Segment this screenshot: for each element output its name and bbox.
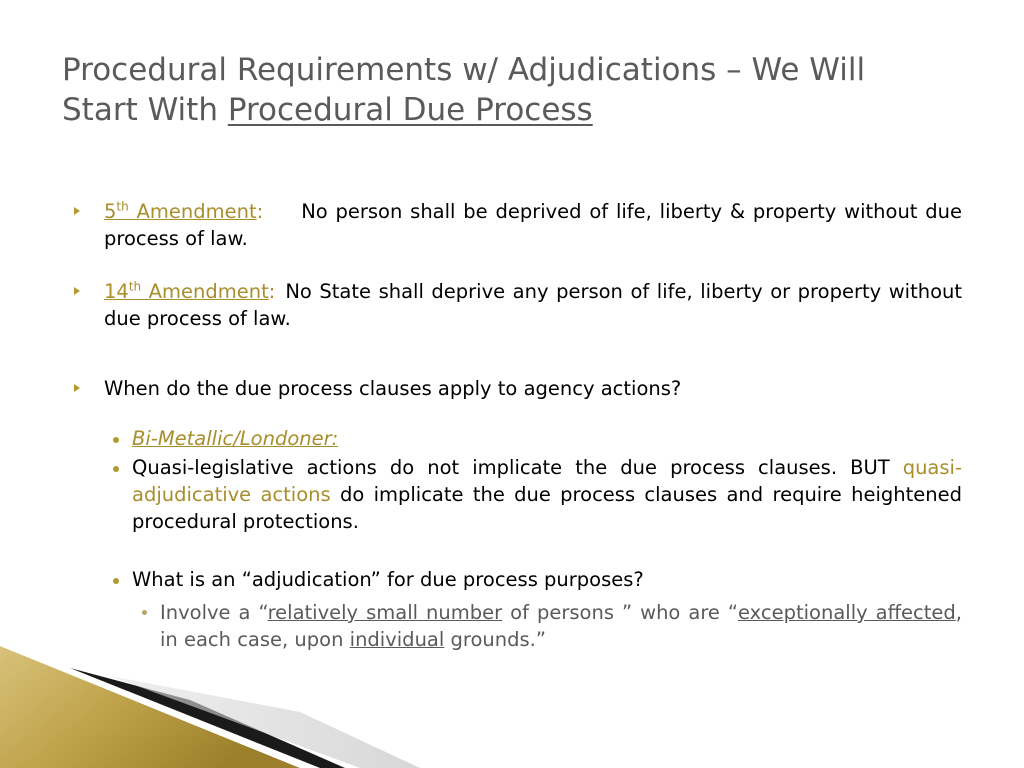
individual: individual [349, 628, 445, 651]
quasi-adjudicative-highlight: quasi-adjudicative actions [132, 456, 962, 506]
fourteenth-amendment-text: No State shall deprive any person of life, liberty or property without due process of law. [104, 280, 963, 330]
exceptionally-affected: exceptionally affected [738, 601, 956, 624]
fifth-amendment-label: 5th Amendment [104, 199, 257, 223]
title-line-2-prefix: Start With [62, 92, 228, 128]
bullet-due-process-question: When do the due process clauses apply to agency actions? [104, 377, 682, 400]
quasi-text-start: Quasi-legislative actions do not implicate the due process clauses. BUT [132, 456, 903, 479]
relatively-small-number: relatively small number [267, 601, 503, 624]
label-colon: : [256, 200, 264, 223]
title-line-1: Procedural Requirements w/ Adjudications – We Will [62, 52, 866, 88]
fifth-amendment-text: No person shall be deprived of life, liberty & property without due process of law. [104, 200, 962, 250]
sub-sub-bullet-involve: Involve a “relatively small number of persons ” who are “exceptionally affected, in each case, upon individual grounds.” [160, 601, 962, 651]
fourteenth-amendment-label: 14th Amendment [104, 279, 269, 303]
quasi-text-end: do implicate the due process clauses and require heightened procedural protections. [132, 483, 962, 533]
bimetallic-londoner-label: Bi-Metallic/Londoner: [132, 427, 339, 450]
label-colon: : [268, 280, 276, 303]
title-line-2-underlined: Procedural Due Process [227, 92, 593, 128]
sub-bullet-what-is-adjudication: What is an “adjudication” for due process purposes? [132, 568, 644, 591]
